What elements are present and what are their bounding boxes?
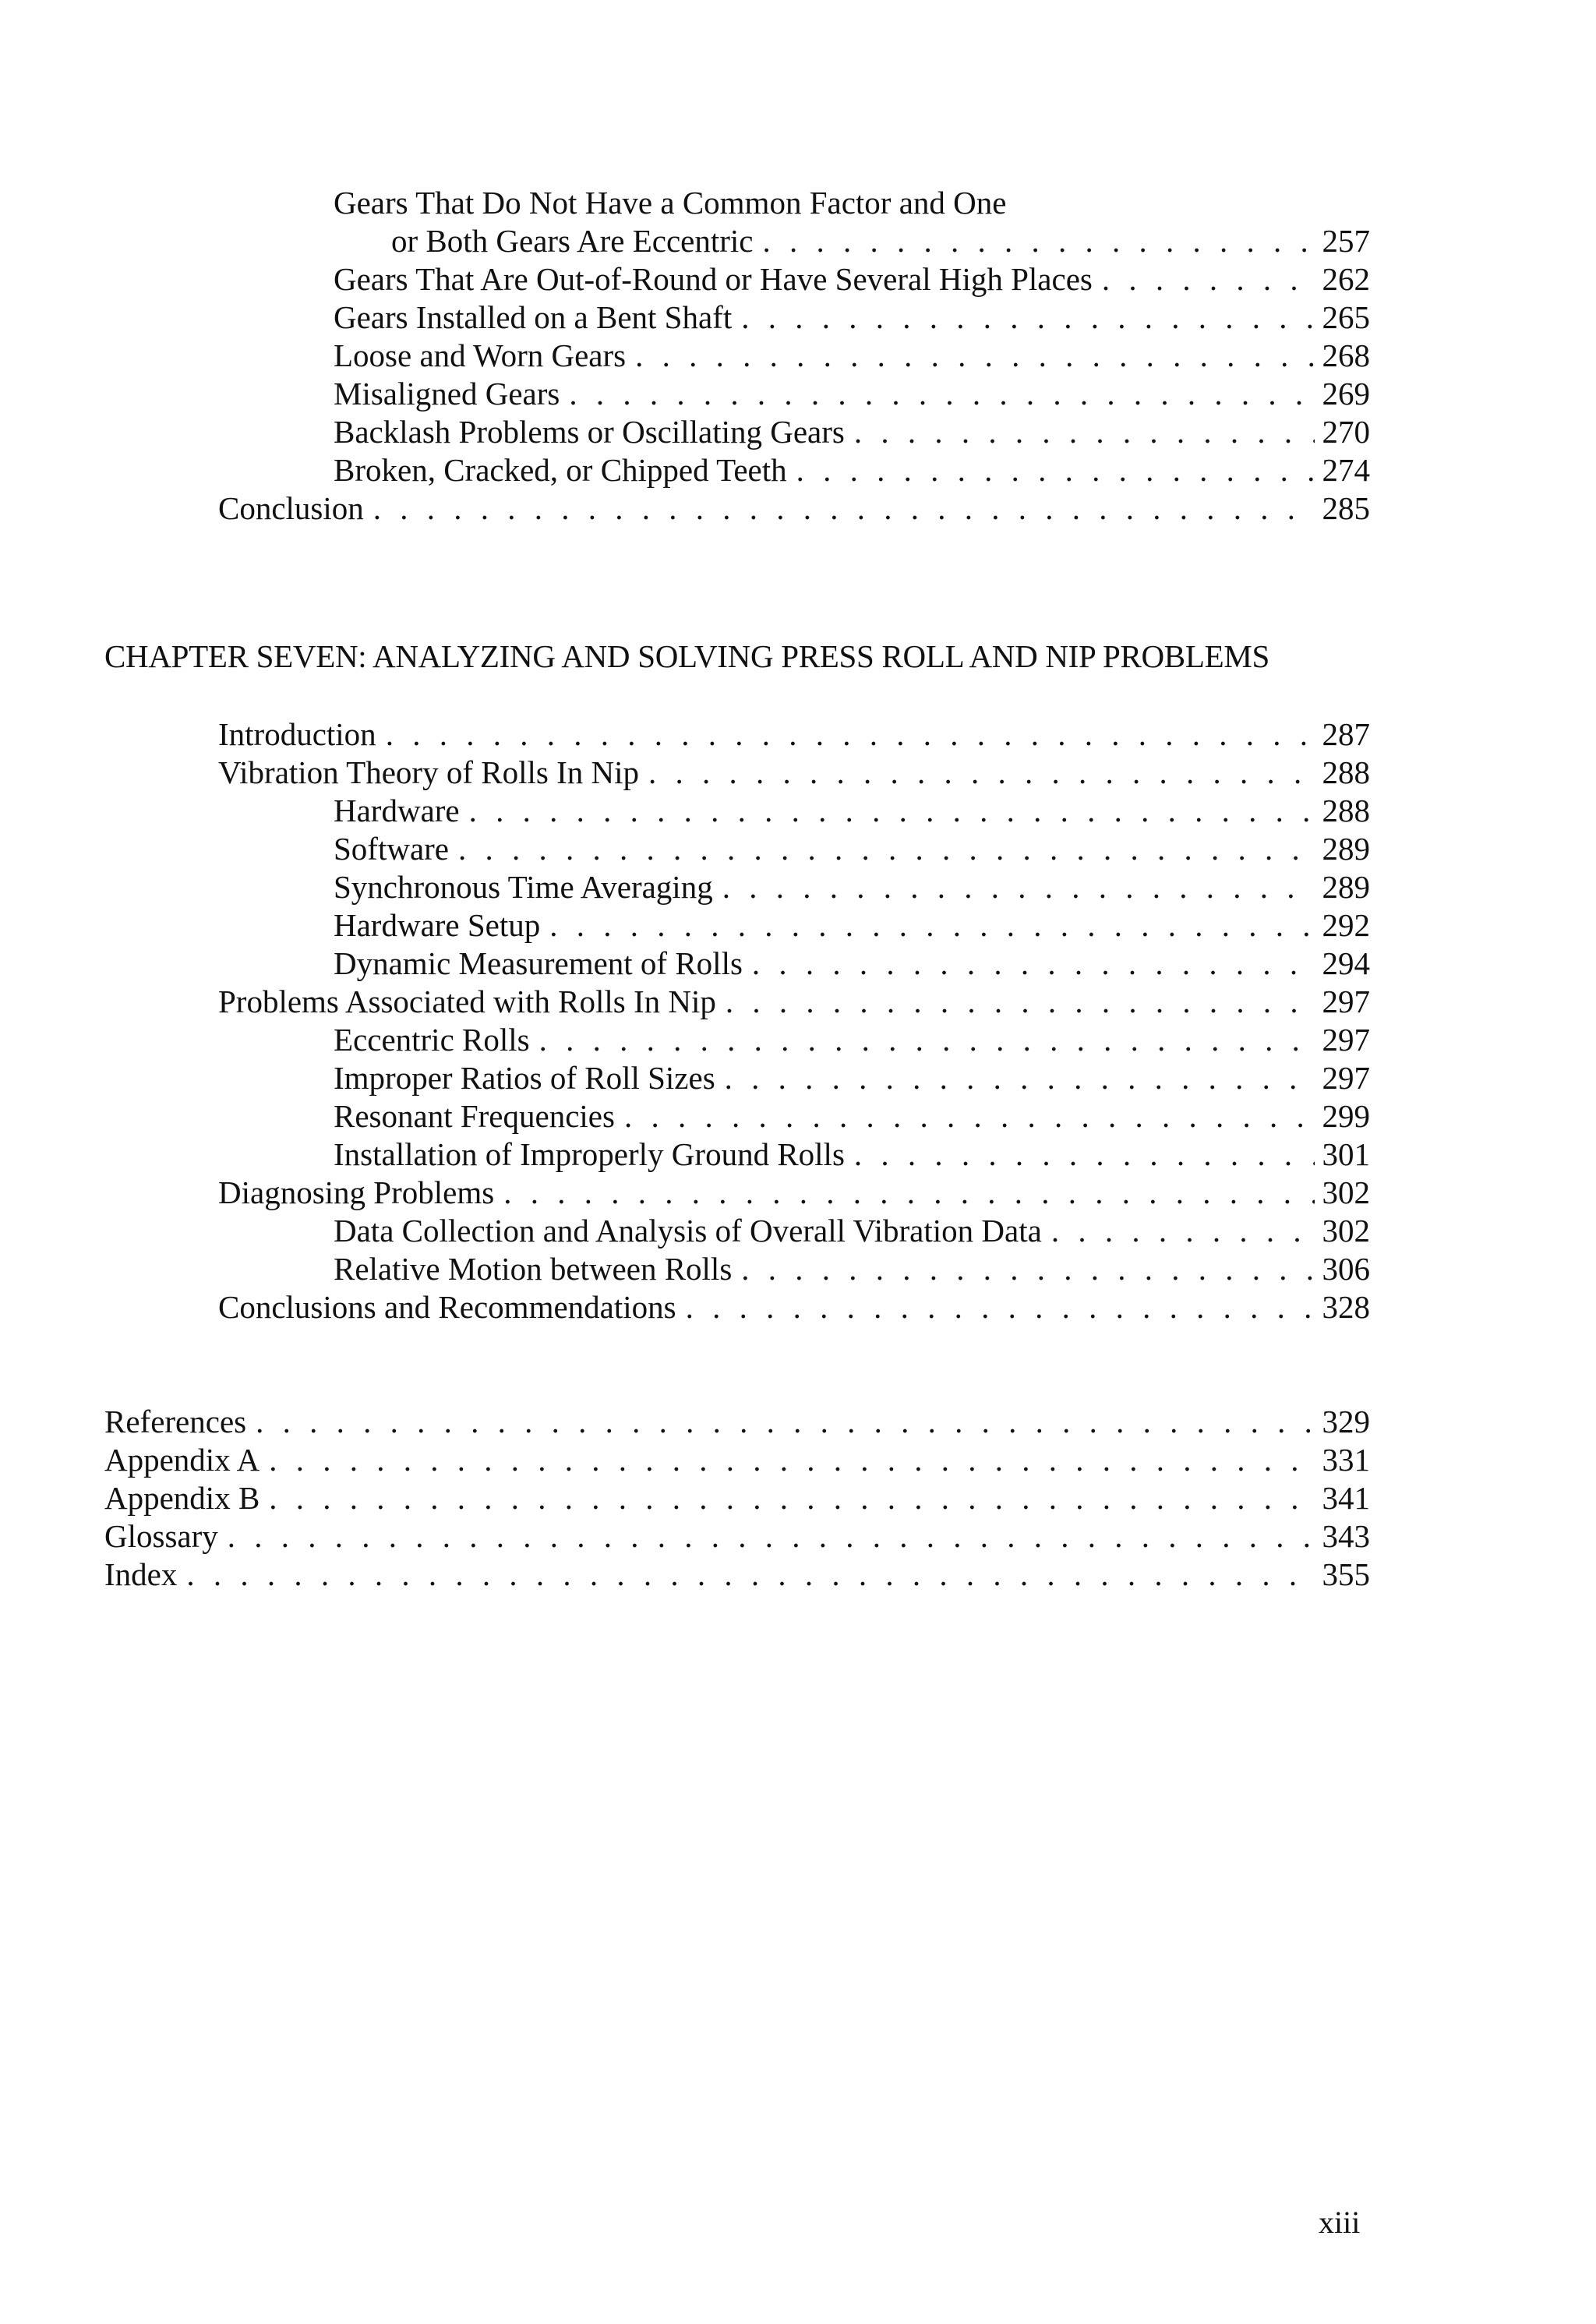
dot-leader: [569, 375, 1314, 413]
toc-entry: [391, 222, 1370, 260]
dot-leader: [469, 792, 1315, 830]
toc-entry: [334, 945, 1370, 983]
toc-entry-title: Data Collection and Analysis of Overall Vibration Data: [334, 1213, 1042, 1249]
dot-leader: [269, 1441, 1314, 1479]
dot-leader: [722, 868, 1315, 906]
toc-entry: [104, 1403, 1370, 1441]
toc-entry-title: Appendix B: [104, 1480, 260, 1516]
toc-entry-title: Hardware: [334, 793, 460, 828]
toc-entry: [334, 1212, 1370, 1250]
toc-entry-title: Diagnosing Problems: [218, 1174, 495, 1210]
toc-entry-page: 262: [1322, 261, 1370, 297]
dot-leader: [373, 489, 1315, 528]
toc-entry-title: Problems Associated with Rolls In Nip: [218, 984, 716, 1019]
toc-entry-page: 301: [1322, 1136, 1370, 1172]
toc-entry: [334, 298, 1370, 337]
dot-leader: [539, 1021, 1315, 1059]
toc-entry-page: 288: [1322, 793, 1370, 828]
toc-entry-title: Hardware Setup: [334, 907, 541, 943]
dot-leader: [741, 1250, 1314, 1288]
toc-entry-page: 274: [1322, 452, 1370, 488]
toc-entry-page: 297: [1322, 984, 1370, 1019]
toc-entry: [218, 1174, 1370, 1212]
page-number: xiii: [1319, 2205, 1361, 2240]
toc-entry-page: 297: [1322, 1060, 1370, 1096]
toc-entry: [334, 830, 1370, 868]
toc-entry-title: Software: [334, 831, 450, 867]
dot-leader: [256, 1403, 1314, 1441]
toc-entry: [218, 489, 1370, 528]
toc-entry: [334, 337, 1370, 375]
toc-entry: [334, 451, 1370, 489]
toc-entry-title: Appendix A: [104, 1442, 260, 1478]
toc-entry-title: Gears Installed on a Bent Shaft: [334, 299, 733, 335]
dot-leader: [635, 337, 1314, 375]
dot-leader: [269, 1479, 1314, 1517]
dot-leader: [796, 451, 1315, 489]
dot-leader: [186, 1556, 1314, 1594]
toc-entry: [334, 1136, 1370, 1174]
dot-leader: [458, 830, 1314, 868]
toc-entry: [104, 1556, 1370, 1594]
toc-entry-title: Broken, Cracked, or Chipped Teeth: [334, 452, 787, 488]
dot-leader: [686, 1288, 1315, 1326]
toc-entry-title: Vibration Theory of Rolls In Nip: [218, 754, 639, 790]
toc-entry: [104, 1441, 1370, 1479]
toc-entry-title: Relative Motion between Rolls: [334, 1251, 733, 1287]
toc-entry-title: Dynamic Measurement of Rolls: [334, 945, 743, 981]
toc-entry: [218, 983, 1370, 1021]
toc-entry: [334, 1250, 1370, 1288]
toc-entry-page: 297: [1322, 1022, 1370, 1058]
dot-leader: [1051, 1212, 1315, 1250]
toc-entry-page: 328: [1322, 1289, 1370, 1325]
toc-entry-page: 302: [1322, 1174, 1370, 1210]
dot-leader: [726, 983, 1315, 1021]
dot-leader: [503, 1174, 1314, 1212]
toc-entry-title: References: [104, 1404, 247, 1439]
toc-entry-page: 288: [1322, 754, 1370, 790]
dot-leader: [549, 906, 1314, 945]
toc-entry-page: 265: [1322, 299, 1370, 335]
toc-entry: [334, 413, 1370, 451]
dot-leader: [624, 1097, 1315, 1136]
dot-leader: [228, 1517, 1315, 1556]
toc-entry-page: 257: [1322, 223, 1370, 259]
dot-leader: [648, 754, 1315, 792]
toc-entry: [334, 260, 1370, 298]
dot-leader: [762, 222, 1314, 260]
toc-entry-page: 341: [1322, 1480, 1370, 1516]
toc-entry-title: Gears That Do Not Have a Common Factor and One: [334, 185, 1007, 221]
chapter-heading: CHAPTER SEVEN: ANALYZING AND SOLVING PRESS ROLL AND NIP PROBLEMS: [104, 638, 1269, 674]
toc-entry-page: 269: [1322, 376, 1370, 411]
toc-entry-title: Improper Ratios of Roll Sizes: [334, 1060, 715, 1096]
dot-leader: [854, 1136, 1315, 1174]
toc-entry: [334, 375, 1370, 413]
toc-entry-page: 292: [1322, 907, 1370, 943]
toc-entry-title: Eccentric Rolls: [334, 1022, 530, 1058]
toc-entry-page: 268: [1322, 337, 1370, 373]
toc-entry: [104, 1479, 1370, 1517]
toc-entry: [334, 1021, 1370, 1059]
dot-leader: [752, 945, 1315, 983]
toc-entry: [334, 1097, 1370, 1136]
toc-entry-title: Loose and Worn Gears: [334, 337, 627, 373]
toc-entry: [104, 1517, 1370, 1556]
toc-entry-title: Installation of Improperly Ground Rolls: [334, 1136, 845, 1172]
toc-entry-page: 355: [1322, 1556, 1370, 1592]
toc-entry-title: or Both Gears Are Eccentric: [391, 223, 754, 259]
toc-entry-page: 294: [1322, 945, 1370, 981]
toc-entry: [334, 906, 1370, 945]
toc-entry-page: 289: [1322, 831, 1370, 867]
toc-entry-page: 302: [1322, 1213, 1370, 1249]
toc-entry-page: 299: [1322, 1098, 1370, 1134]
toc-entry-page: 329: [1322, 1404, 1370, 1439]
toc-entry-page: 287: [1322, 716, 1370, 752]
toc-entry-title: Glossary: [104, 1518, 218, 1554]
dot-leader: [725, 1059, 1315, 1097]
toc-entry-title: Conclusions and Recommendations: [218, 1289, 676, 1325]
toc-entry: [334, 1059, 1370, 1097]
toc-entry-title: Index: [104, 1556, 178, 1592]
toc-entry-page: 285: [1322, 490, 1370, 526]
toc-entry-page: 289: [1322, 869, 1370, 905]
toc-entry-page: 343: [1322, 1518, 1370, 1554]
toc-entry-title: Backlash Problems or Oscillating Gears: [334, 414, 845, 450]
toc-entry-title: Resonant Frequencies: [334, 1098, 615, 1134]
toc-entry-page: 270: [1322, 414, 1370, 450]
toc-entry: [218, 1288, 1370, 1326]
dot-leader: [741, 298, 1314, 337]
dot-leader: [854, 413, 1315, 451]
toc-entry-title: Synchronous Time Averaging: [334, 869, 713, 905]
toc-entry-page: 306: [1322, 1251, 1370, 1287]
toc-entry: [334, 792, 1370, 830]
toc-entry-title: Conclusion: [218, 490, 364, 526]
toc-entry-title: Gears That Are Out-of-Round or Have Several High Places: [334, 261, 1093, 297]
toc-entry: [218, 754, 1370, 792]
toc-entry: [334, 868, 1370, 906]
toc-entry-page: 331: [1322, 1442, 1370, 1478]
toc-entry-title: Misaligned Gears: [334, 376, 560, 411]
dot-leader: [1102, 260, 1315, 298]
dot-leader: [386, 715, 1315, 754]
toc-entry: [218, 715, 1370, 754]
toc-entry-title: Introduction: [218, 716, 376, 752]
